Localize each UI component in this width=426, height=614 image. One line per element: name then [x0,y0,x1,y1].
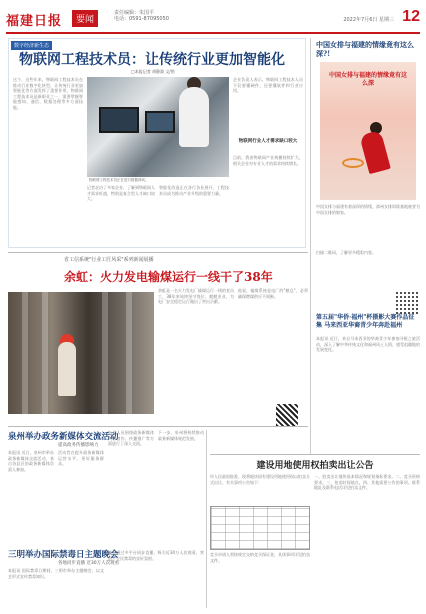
announcement-body: 竞买申请人须按规定交纳竞买保证金，具体事项详见拍卖文件。 [210,552,310,563]
feature-subhead: 物联网行业人才需求缺口较大 [238,139,298,144]
news-1-column-4: 下一步，泉州将持续推动政务新媒体规范发展。 [158,430,204,441]
player-figure [359,130,391,174]
monitor-shape [99,107,139,133]
feature-label: 数字经济新生态 [11,41,52,50]
feature-title: 物联网工程技术员：让传统行业更加智能化 [19,52,285,68]
news-subhead-2: 各地同步直播 近30万人次观看 [58,561,120,566]
feature-byline: □本报记者 胡静漪 文/图 [131,69,175,74]
divider [8,426,308,427]
feature-column-6: 目前，我省物联网产业规模持续扩大，相关企业对专业人才的需求持续增长。 [233,155,303,166]
issue-date: 2022年7月6日 星期三 [343,17,394,23]
right-body-1: 中国女排与福建有着深厚的情缘，漳州女排训练基地被誉为中国女排的娘家。 [316,204,420,215]
feature-column-4: 智能化改造正在各行各业展开，工程技术员成为推动产业升级的重要力量。 [159,185,229,196]
news-1-column-1: 本报讯 近日，泉州市举办政务新媒体交流活动，来自各县区的政务新媒体负责人参加。 [8,450,54,472]
phone-line: 电话：0591-87095050 [114,16,169,22]
feature-column-3: 记者走访了多家企业，了解到物联网人才需求旺盛，特别是复合型人才缺口较大。 [87,185,155,202]
news-subhead-1: 提高政务传播影响力 [58,443,99,448]
right-body-2: 扫描二维码，了解更多精彩内容。 [316,250,376,255]
right-body-3: 本报讯 近日，来自马来西亚的华裔青少年参加寻根之旅活动，深入了解中华传统文化和福州风土人情，感受祖籍地的发展变化。 [316,336,420,353]
masthead-rule [6,32,420,34]
power-plant-photo [8,292,154,414]
news-headline-2: 三明举办国际禁毒日主题晚会 [8,550,119,560]
page-number: 12 [402,8,420,25]
right-headline: 中国女排与福建的情缘竟有这么深?! [316,40,414,58]
newspaper-logo: 福建日报 [6,14,63,29]
middle-column-1: 余虹是一名火力发电厂输煤运行一线的老员工，38年来始终坚守岗位，兢兢业业，为电厂安全稳定运行做出了突出贡献。 [158,288,234,305]
editor-line: 责任编辑：朱国平 [114,10,155,16]
worker-figure [58,342,76,396]
announcement-intro: 经人民政府批准，现将地块国有建设用地使用权以拍卖方式出让，有关事项公告如下： [210,474,310,485]
middle-column-2: 他说，输煤系统是电厂的"粮仓"，必须确保燃煤供应不间断。 [238,288,308,299]
beam-shape [22,292,28,414]
middle-headline: 余虹：火力发电输煤运行一线干了38年 [64,270,273,284]
feature-photo [87,77,229,177]
divider [310,38,311,454]
news-2-column-1: 本报讯 国际禁毒日期间，三明市举办主题晚会，以文艺形式宣传禁毒知识。 [8,568,104,579]
right-headline-2: 第五届"华侨·福州"杯摄影大赛作品征集 马来西亚华裔青少年奔赴福州 [316,314,415,329]
news-headline-1: 泉州举办政务新媒体交流活动 [8,432,119,442]
series-banner: 省工信系统"行业工匠风采"系列新闻展播 [64,257,154,263]
qr-code-icon-2[interactable] [276,404,298,426]
volleyball-poster [320,62,416,200]
beam-shape [102,292,108,414]
qr-code-icon[interactable] [394,290,418,314]
beam-shape [126,292,132,414]
news-2-column-2: 晚会通过多平台同步直播，吸引近30万人次观看，营造了全民禁毒的良好氛围。 [108,550,204,561]
news-1-column-2: 活动旨在提升政务新媒体运营水平，更好服务群众。 [58,450,104,467]
feature-column-5: 企业负责人表示，物联网工程技术人员不仅要懂硬件，还要懂软件和行业应用。 [233,77,303,94]
monitor-shape-2 [145,111,175,133]
masthead-sub [114,10,169,22]
masthead [6,6,420,32]
announcement-title: 建设用地使用权拍卖出让公告 [256,461,374,471]
poster-text: 中国女排与福建的情缘竟有这么深 [328,72,407,87]
announcement-terms: 一、拍卖出让地块基本情况和规划指标要求。二、竞买资格要求。三、拍卖时间地点。四、其他需要公告的事项。联系地址及联系电话详见拍卖文件。 [314,474,420,491]
divider [210,454,420,455]
news-1-column-3: 与会人员围绕政务新媒体内容创作、传播推广等方面进行了深入交流。 [108,430,154,447]
feature-article [8,38,306,248]
photo-caption: 物联网工程技术员正在进行数据调试。 [89,178,149,182]
feature-column-1: 这个，这些年来，物联网工程技术员在推动行业数字化转型，让传统行业更加智能化等方面发挥了重要作用。物联网工程技术员是新职业之一，需要掌握智能感知、通信、数据处理等多方面技能。 [13,77,83,110]
beam-shape [42,292,48,414]
announcement-table [210,506,310,550]
divider [8,252,308,253]
person-figure [179,87,209,147]
divider [206,430,207,608]
section-tag: 要闻 [72,10,98,27]
ribbon-shape [342,158,364,168]
